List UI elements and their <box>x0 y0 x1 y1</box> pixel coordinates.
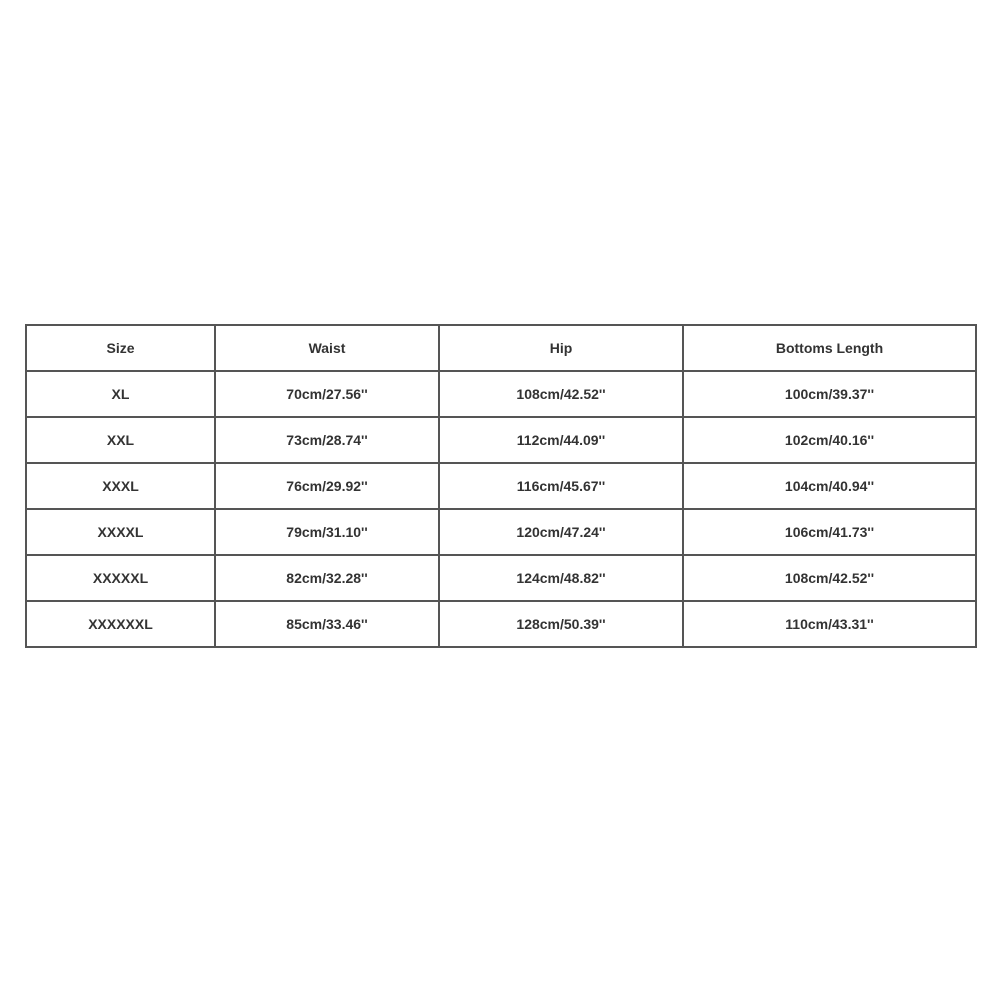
cell-waist: 73cm/28.74'' <box>215 417 439 463</box>
cell-waist: 82cm/32.28'' <box>215 555 439 601</box>
cell-hip: 128cm/50.39'' <box>439 601 683 647</box>
cell-bottoms-length: 108cm/42.52'' <box>683 555 976 601</box>
table-row <box>26 371 976 417</box>
cell-bottoms-length: 106cm/41.73'' <box>683 509 976 555</box>
cell-waist: 85cm/33.46'' <box>215 601 439 647</box>
size-chart-table <box>25 324 977 648</box>
cell-hip: 116cm/45.67'' <box>439 463 683 509</box>
cell-waist: 70cm/27.56'' <box>215 371 439 417</box>
table-row <box>26 417 976 463</box>
cell-waist: 79cm/31.10'' <box>215 509 439 555</box>
header-hip: Hip <box>439 325 683 371</box>
cell-size: XXXXL <box>26 509 215 555</box>
table-header-row <box>26 325 976 371</box>
cell-size: XXXXXXL <box>26 601 215 647</box>
cell-size: XL <box>26 371 215 417</box>
cell-bottoms-length: 110cm/43.31'' <box>683 601 976 647</box>
cell-size: XXXXXL <box>26 555 215 601</box>
table-row <box>26 601 976 647</box>
header-size: Size <box>26 325 215 371</box>
cell-bottoms-length: 102cm/40.16'' <box>683 417 976 463</box>
cell-hip: 112cm/44.09'' <box>439 417 683 463</box>
header-waist: Waist <box>215 325 439 371</box>
cell-hip: 120cm/47.24'' <box>439 509 683 555</box>
cell-size: XXXL <box>26 463 215 509</box>
header-bottoms-length: Bottoms Length <box>683 325 976 371</box>
table-row <box>26 555 976 601</box>
cell-hip: 124cm/48.82'' <box>439 555 683 601</box>
cell-hip: 108cm/42.52'' <box>439 371 683 417</box>
cell-bottoms-length: 104cm/40.94'' <box>683 463 976 509</box>
table-row <box>26 509 976 555</box>
cell-bottoms-length: 100cm/39.37'' <box>683 371 976 417</box>
cell-waist: 76cm/29.92'' <box>215 463 439 509</box>
table-row <box>26 463 976 509</box>
cell-size: XXL <box>26 417 215 463</box>
